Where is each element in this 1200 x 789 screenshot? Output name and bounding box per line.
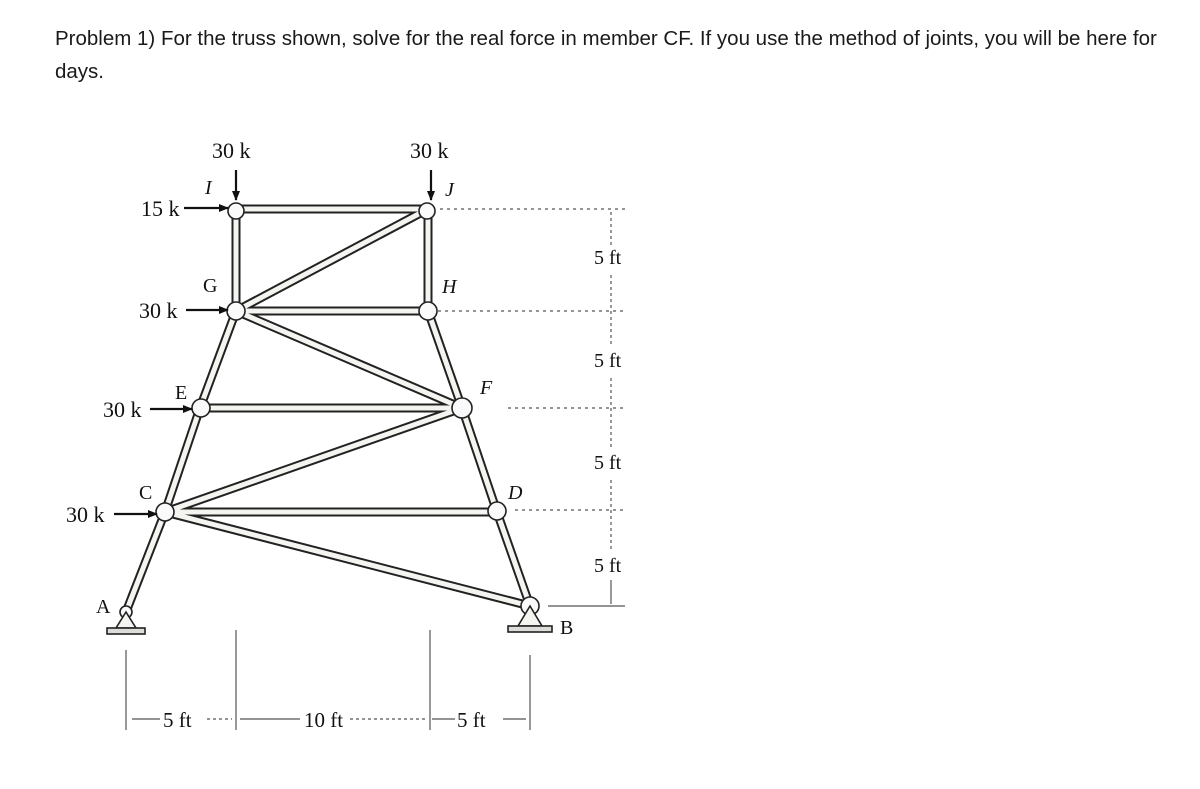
joint-label-F: F bbox=[480, 377, 493, 399]
joint-D bbox=[488, 502, 506, 520]
load-label-I-down: 30 k bbox=[212, 138, 251, 163]
joint-F bbox=[452, 398, 472, 418]
dim-label-height-2: 5 ft bbox=[594, 350, 622, 372]
joint-label-G: G bbox=[203, 275, 218, 297]
load-label-I-horizontal: 15 k bbox=[141, 196, 180, 221]
load-label-G-horizontal: 30 k bbox=[139, 298, 178, 323]
dim-label-height-4: 5 ft bbox=[594, 555, 622, 577]
dim-label-width-mid: 10 ft bbox=[304, 708, 344, 732]
joint-label-A: A bbox=[96, 596, 111, 618]
dim-label-width-left: 5 ft bbox=[163, 708, 192, 732]
load-arrows bbox=[114, 170, 431, 514]
joint-label-J: J bbox=[445, 179, 454, 201]
joint-I bbox=[228, 203, 244, 219]
pin-support-A bbox=[107, 612, 145, 634]
load-label-E-horizontal: 30 k bbox=[103, 397, 142, 422]
joint-C bbox=[156, 503, 174, 521]
joint-label-H: H bbox=[442, 276, 457, 298]
load-labels bbox=[66, 138, 449, 527]
joint-label-D: D bbox=[508, 482, 523, 504]
problem-statement: Problem 1) For the truss shown, solve for the real force in member CF. If you use the method of joints, you will be here for days. bbox=[55, 27, 1157, 83]
joint-E bbox=[192, 399, 210, 417]
dim-label-height-1: 5 ft bbox=[594, 247, 622, 269]
dimension-lines bbox=[126, 209, 625, 730]
joint-label-B: B bbox=[560, 617, 574, 639]
joint-label-E: E bbox=[175, 382, 188, 404]
pin-support-B bbox=[508, 606, 552, 632]
joint-label-C: C bbox=[139, 482, 153, 504]
load-label-J-down: 30 k bbox=[410, 138, 449, 163]
load-label-C-horizontal: 30 k bbox=[66, 502, 105, 527]
dim-label-width-right: 5 ft bbox=[457, 708, 486, 732]
joint-G bbox=[227, 302, 245, 320]
dim-label-height-3: 5 ft bbox=[594, 452, 622, 474]
joint-label-I: I bbox=[205, 177, 212, 199]
joint-J bbox=[419, 203, 435, 219]
joint-H bbox=[419, 302, 437, 320]
